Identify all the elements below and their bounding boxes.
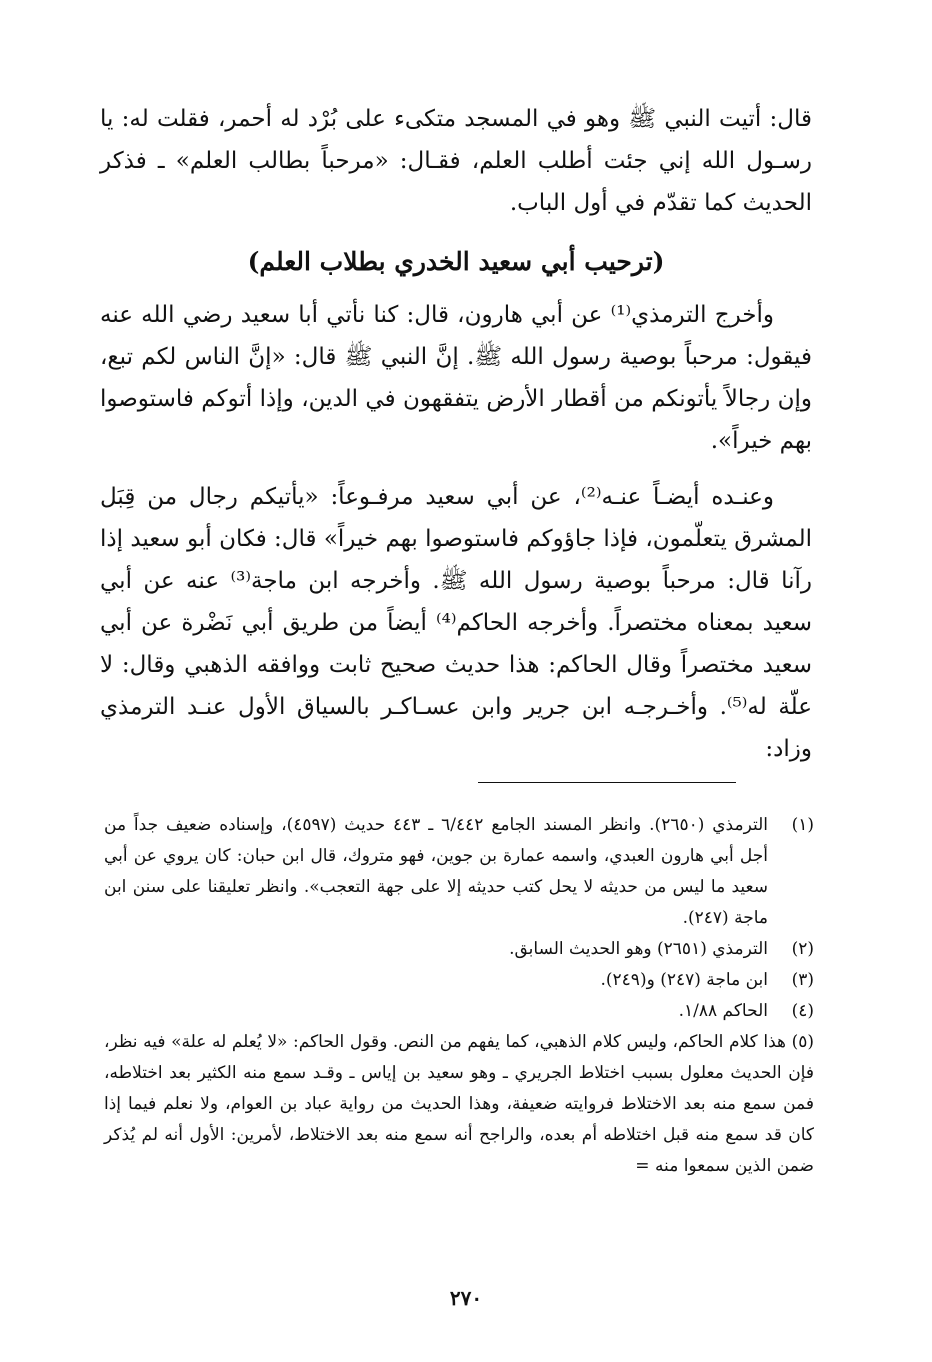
paragraph-2: وعنـده أيضـاً عنـه⁽²⁾، عن أبي سعيد مرفـوعاً: «يأتيكم رجال من قِبَل المشرق يتعلّمون، فإذا جاؤوكم فاستوصوا بهم خيراً» قال: فكان أبو سعيد إذا رآنا قال: مرحباً بوصية رسول الله ﷺ. وأخرجه ابن ماجة⁽³⁾ عنه عن أبي سعيد بمعناه مختصراً. وأخرجه الحاكم⁽⁴⁾ أيضاً من طريق أبي نَضْرة عن أبي سعيد مختصراً وقال الحاكم: هذا حديث صحيح ثابت ووافقه الذهبي وقال: لا علّة له⁽⁵⁾. وأخـرجـه ابن جرير وابن عسـاكـر بالسياق الأول عنـد الترمذي وزاد: xyxy=(100,484,813,762)
footnote-divider xyxy=(478,782,736,783)
footnote-2 xyxy=(104,934,814,965)
footnote-text: هذا كلام الحاكم، وليس كلام الذهبي، كما يفهم من النص. وقول الحاكم: «لا يُعلم له علة» فيه نظر، فإن الحديث معلول بسبب اختلاط الجريري ـ وهو سعيد بن إياس ـ وقـد سمع منه الكثير بعد اختلاطه، فمن سمع منه بعد الاختلاط فروايته ضعيفة، وهذا الحديث من رواية عباد بن العوام، ولا نعلم فيما إذا كان قد سمع منه قبل اختلاطه أم بعده، والراجح أنه سمع منه بعد الاختلاط، لأمرين: الأول أنه لم يُذكر ضمن الذين سمعوا منه = xyxy=(104,1032,814,1176)
footnote-5 xyxy=(104,1027,814,1182)
footnote-number: (٥) xyxy=(791,1032,815,1052)
footnotes xyxy=(104,810,814,1182)
footnote-text: الترمذي (٢٦٥٠). وانظر المسند الجامع ٦/٤٤٢ ـ ٤٤٣ حديث (٤٥٩٧)، وإسناده ضعيف جداً من أجل أبي هارون العبدي، واسمه عمارة بن جوين، فهو متروك، قال ابن حبان: كان يروي عن أبي سعيد ما ليس من حديثه لا يحل كتب حديثه إلا على جهة التعجب». وانظر تعليقنا على سنن ابن ماجة (٢٤٧). xyxy=(104,815,768,928)
footnote-number: (١) xyxy=(791,815,814,835)
paragraph-1: وأخرج الترمذي⁽¹⁾ عن أبي هارون، قال: كنا نأتي أبا سعيد رضي الله عنه فيقول: مرحباً بوصية رسول الله ﷺ. إنَّ النبي ﷺ قال: «إنَّ الناس لكم تبع، وإن رجالاً يأتونكم من أقطار الأرض يتفقهون في الدين، وإذا أتوكم فاستوصوا بهم خيراً». xyxy=(100,302,812,454)
footnote-text: الحاكم ١/٨٨. xyxy=(678,1001,768,1021)
main-text xyxy=(100,98,812,770)
intro-paragraph: قال: أتيت النبي ﷺ وهو في المسجد متكىء على بُرْد له أحمر، فقلت له: يا رسـول الله إني جئت أطلب العلم، فقـال: «مرحباً بطالب العلم» ـ فذكر الحديث كما تقدّم في أول الباب. xyxy=(100,106,812,216)
footnote-4 xyxy=(104,996,814,1027)
footnote-number: (٣) xyxy=(791,970,814,990)
footnote-text: ابن ماجة (٢٤٧) و(٢٤٩). xyxy=(600,970,768,990)
footnote-3 xyxy=(104,965,814,996)
footnote-text: الترمذي (٢٦٥١) وهو الحديث السابق. xyxy=(509,939,768,959)
section-heading: (ترحيب أبي سعيد الخدري بطلاب العلم) xyxy=(247,247,665,276)
footnote-1 xyxy=(104,810,814,934)
footnote-number: (٤) xyxy=(791,1001,814,1021)
footnote-number: (٢) xyxy=(791,939,814,959)
page-number: ٢٧٠ xyxy=(449,1286,483,1310)
